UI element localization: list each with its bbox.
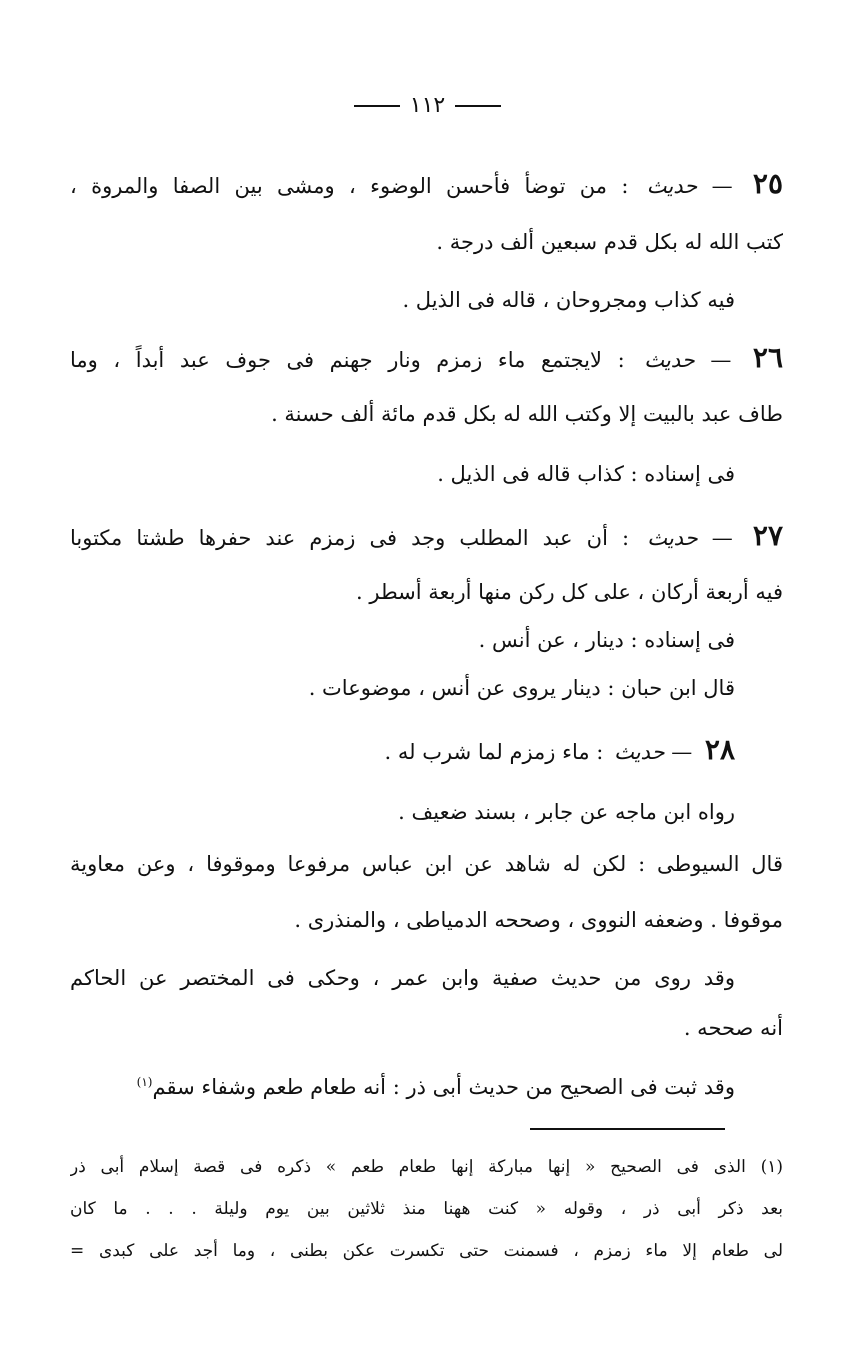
paragraph-text: وقد ثبت فى الصحيح من حديث أبى ذر : أنه طعام طعم وشفاء سقم: [152, 1075, 735, 1099]
suyuti-line-1: [70, 846, 783, 882]
hadith-25-line-2: [70, 224, 783, 260]
suyuti-line-2: [70, 902, 783, 938]
footnote-line-2: [70, 1194, 783, 1224]
paragraph-text: : لايجتمع ماء زمزم ونار جهنم فى جوف عبد أبداً ، وما: [70, 348, 625, 372]
paragraph-text: وقد روى من حديث صفية وابن عمر ، وحكى فى المختصر عن الحاكم: [70, 966, 735, 990]
hadith-25-line-1: ٢٥ — حديث : من توضأ فأحسن الوضوء ، ومشى بين الصفا والمروة ،: [70, 167, 783, 200]
hadith-26-line-2: [70, 396, 783, 432]
hadith-25-note: [70, 282, 735, 318]
hadith-label: حديث: [646, 174, 698, 198]
paragraph-text: فى إسناده : كذاب قاله فى الذيل .: [437, 462, 735, 486]
paragraph-text: رواه ابن ماجه عن جابر ، بسند ضعيف .: [398, 800, 735, 824]
footnote-text: لى طعام إلا ماء زمزم ، فسمنت حتى تكسرت عكن بطنى ، وما أجد على كبدى =: [70, 1241, 783, 1261]
hadith-27-note-2: [70, 670, 735, 706]
hadith-28-line-1: ٢٨ — حديث : ماء زمزم لما شرب له .: [384, 733, 735, 766]
hadith-number: ٢٥: [752, 167, 783, 200]
hadith-label: حديث: [614, 740, 665, 764]
header-dash-left: [354, 105, 400, 107]
page-number: ١١٢: [409, 93, 446, 118]
hadith-number: ٢٨: [704, 733, 735, 766]
hadith-27-note-1: [70, 622, 735, 658]
footnote-line-1: [70, 1152, 783, 1182]
footnote-ref: (١): [136, 1075, 153, 1089]
hadith-number: ٢٦: [752, 341, 783, 374]
paragraph-text: قال السيوطى : لكن له شاهد عن ابن عباس مرفوعا وموقوفا ، وعن معاوية: [70, 852, 783, 876]
hadith-26-line-1: ٢٦ — حديث : لايجتمع ماء زمزم ونار جهنم فى جوف عبد أبداً ، وما: [70, 341, 783, 374]
paragraph-text: : أن عبد المطلب وجد فى زمزم عند حفرها طشتا مكتوبا: [70, 526, 630, 550]
narration-line-1: [70, 960, 735, 996]
hadith-26-note: [70, 456, 735, 492]
paragraph-text: : ماء زمزم لما شرب له .: [384, 740, 604, 764]
hadith-27-line-2: [70, 574, 783, 610]
sahih-line: [70, 1064, 735, 1105]
hadith-label: حديث: [644, 348, 695, 372]
hadith-number: ٢٧: [752, 519, 783, 552]
paragraph-text: طاف عبد بالبيت إلا وكتب الله له بكل قدم مائة ألف حسنة .: [271, 402, 783, 426]
footnote-text: (١) الذى فى الصحيح « إنها مباركة إنها طعام طعم » ذكره فى قصة إسلام أبى ذر: [70, 1157, 783, 1177]
hadith-27-line-1: ٢٧ — حديث : أن عبد المطلب وجد فى زمزم عند حفرها طشتا مكتوبا: [70, 519, 783, 552]
paragraph-text: فى إسناده : دينار ، عن أنس .: [478, 628, 735, 652]
paragraph-text: : من توضأ فأحسن الوضوء ، ومشى بين الصفا والمروة ،: [70, 174, 629, 198]
paragraph-text: قال ابن حبان : دينار يروى عن أنس ، موضوعات .: [308, 676, 735, 700]
paragraph-text: فيه أربعة أركان ، على كل ركن منها أربعة أسطر .: [356, 580, 783, 604]
paragraph-text: أنه صححه .: [683, 1016, 783, 1040]
footnote-text: بعد ذكر أبى ذر ، وقوله « كنت ههنا منذ ثلاثين بين يوم وليلة . . . ما كان: [70, 1199, 783, 1219]
paragraph-text: فيه كذاب ومجروحان ، قاله فى الذيل .: [402, 288, 735, 312]
page-header: [0, 88, 855, 124]
hadith-28-note: [70, 794, 735, 830]
header-dash-right: [455, 105, 501, 107]
narration-line-2: [70, 1010, 783, 1046]
paragraph-text: موقوفا . وضعفه النووى ، وصححه الدمياطى ، والمنذرى .: [294, 908, 783, 932]
paragraph-text: كتب الله له بكل قدم سبعين ألف درجة .: [436, 230, 783, 254]
footnote-line-3: [70, 1236, 783, 1266]
footnote-divider: [530, 1128, 725, 1130]
hadith-label: حديث: [647, 526, 698, 550]
